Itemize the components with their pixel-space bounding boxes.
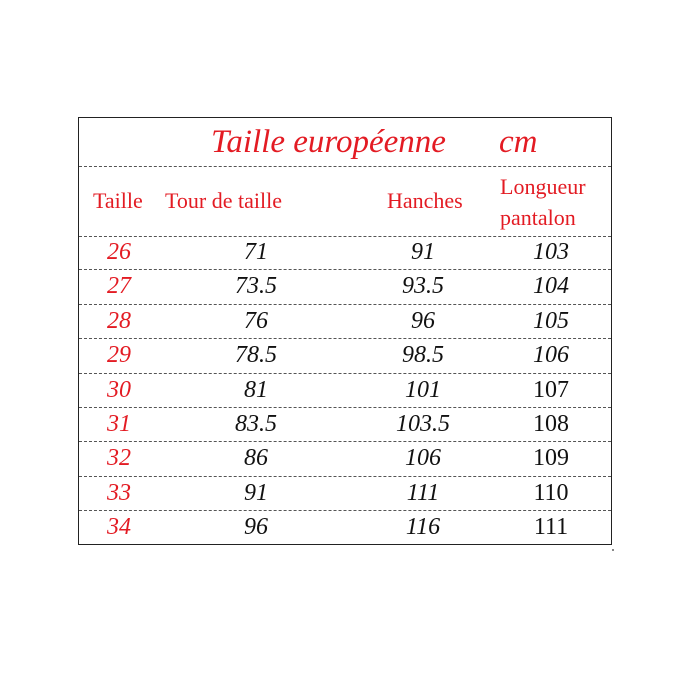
cell-waist: 81 (244, 376, 268, 403)
cell-length: 105 (533, 307, 569, 334)
header-waist: Tour de taille (165, 188, 282, 213)
cell-size: 26 (107, 239, 131, 265)
table-row (79, 305, 611, 339)
cell-size: 27 (107, 273, 131, 300)
unit-label: cm (499, 124, 538, 160)
table-row (79, 339, 611, 373)
cell-length: 108 (533, 410, 569, 437)
cell-size: 33 (107, 479, 131, 506)
cell-hips: 91 (411, 239, 435, 265)
cell-size: 28 (107, 307, 131, 334)
cell-size: 34 (107, 514, 131, 541)
cell-waist: 91 (244, 479, 268, 506)
cell-hips: 93.5 (402, 273, 444, 300)
cell-length: 104 (533, 273, 569, 300)
table-row (79, 477, 611, 511)
header-size: Taille (93, 188, 143, 213)
table-row (79, 374, 611, 408)
header-hips: Hanches (387, 188, 463, 213)
table-row (79, 442, 611, 476)
cell-length: 107 (533, 376, 569, 403)
header-row (79, 166, 611, 237)
cell-hips: 111 (406, 479, 440, 506)
cell-waist: 78.5 (235, 342, 277, 369)
cell-length: 109 (533, 445, 569, 472)
stray-dot (612, 549, 614, 551)
cell-length: 106 (533, 342, 569, 369)
cell-size: 32 (107, 445, 131, 472)
cell-waist: 86 (244, 445, 268, 472)
table-row (79, 270, 611, 304)
cell-hips: 106 (405, 445, 441, 472)
cell-waist: 76 (244, 307, 268, 334)
table-body (79, 236, 611, 546)
cell-size: 30 (107, 376, 131, 403)
cell-hips: 103.5 (396, 410, 450, 437)
cell-hips: 101 (405, 376, 441, 403)
cell-hips: 98.5 (402, 342, 444, 369)
cell-waist: 73.5 (235, 273, 277, 300)
cell-waist: 96 (244, 514, 268, 541)
cell-length: 111 (533, 514, 569, 541)
cell-length: 103 (533, 239, 569, 265)
table-row (79, 511, 611, 545)
cell-waist: 83.5 (235, 410, 277, 437)
table-row (79, 236, 611, 270)
cell-hips: 96 (411, 307, 435, 334)
cell-length: 110 (533, 479, 569, 506)
cell-size: 31 (107, 410, 131, 437)
size-chart-table (78, 117, 612, 545)
title-row (79, 118, 611, 167)
table-row (79, 408, 611, 442)
cell-waist: 71 (244, 239, 268, 265)
cell-hips: 116 (405, 514, 441, 541)
table-title: Taille européenne (211, 124, 446, 160)
header-length: Longueur pantalon (500, 174, 586, 230)
cell-size: 29 (107, 342, 131, 369)
